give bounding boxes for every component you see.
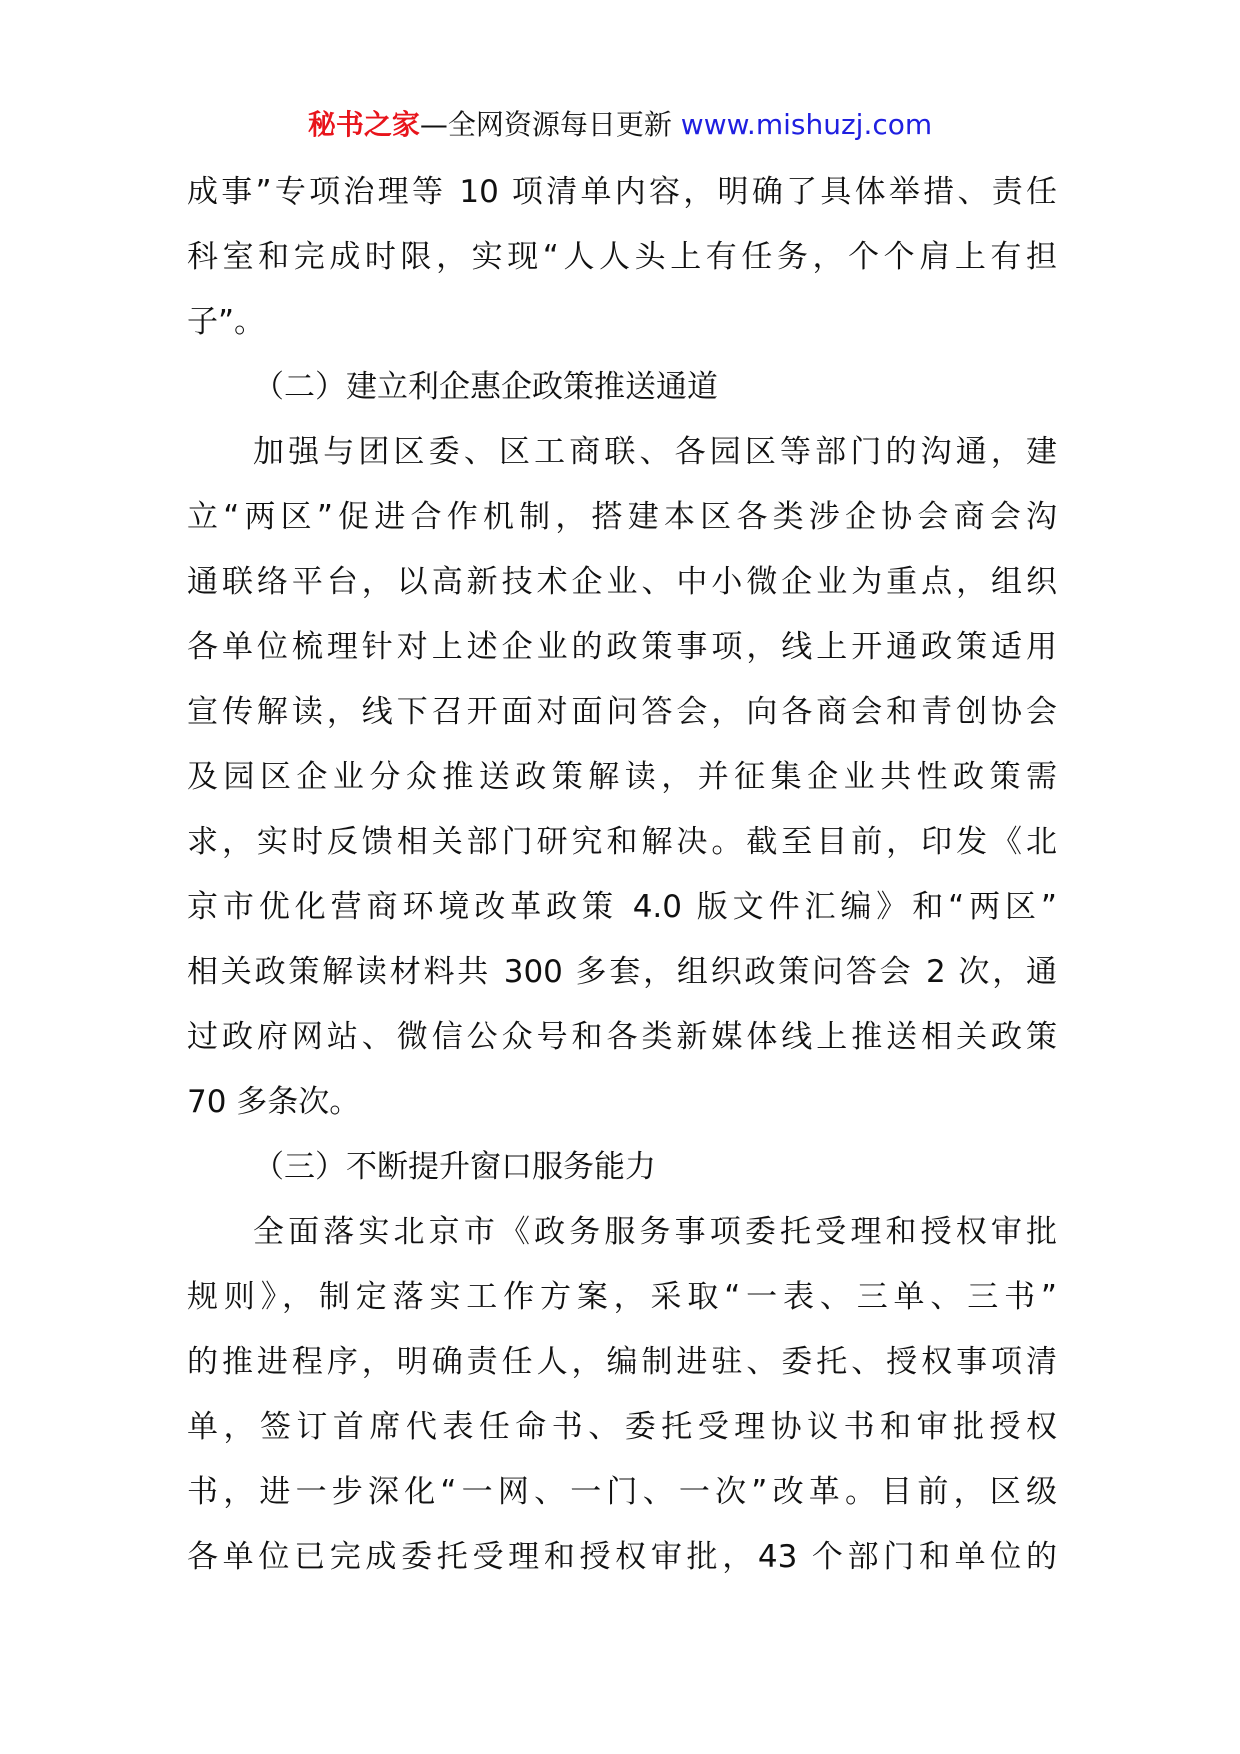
- text-line: 及园区企业分众推送政策解读，并征集企业共性政策需: [187, 759, 1057, 795]
- text-line: 单，签订首席代表任命书、委托受理协议书和审批授权: [187, 1409, 1057, 1445]
- section-heading: （三）不断提升窗口服务能力: [253, 1149, 656, 1185]
- watermark-header: [0, 103, 1240, 147]
- text-line: 立“两区”促进合作机制，搭建本区各类涉企协会商会沟: [187, 499, 1057, 535]
- text-line: 书，进一步深化“一网、一门、一次”改革。目前，区级: [187, 1474, 1057, 1510]
- text-line: 各单位已完成委托受理和授权审批，43 个部门和单位的: [187, 1539, 1057, 1575]
- text-line: 全面落实北京市《政务服务事项委托受理和授权审批: [253, 1214, 1057, 1250]
- text-line: 的推进程序，明确责任人，编制进驻、委托、授权事项清: [187, 1344, 1057, 1380]
- text-line: 规则》，制定落实工作方案，采取“一表、三单、三书”: [187, 1279, 1057, 1315]
- text-line: 加强与团区委、区工商联、各园区等部门的沟通，建: [253, 434, 1057, 470]
- text-line: 科室和完成时限，实现“人人头上有任务，个个肩上有担: [187, 239, 1057, 275]
- brand-url[interactable]: www.mishuzj.com: [680, 108, 933, 141]
- text-line: 70 多条次。: [187, 1084, 361, 1120]
- text-line: 宣传解读，线下召开面对面问答会，向各商会和青创协会: [187, 694, 1057, 730]
- document-body: [187, 160, 1057, 1590]
- text-line: 各单位梳理针对上述企业的政策事项，线上开通政策适用: [187, 629, 1057, 665]
- brand-tagline: —全网资源每日更新: [419, 108, 672, 141]
- section-heading: （二）建立利企惠企政策推送通道: [253, 369, 718, 405]
- text-line: 过政府网站、微信公众号和各类新媒体线上推送相关政策: [187, 1019, 1057, 1055]
- brand-name: 秘书之家: [307, 108, 420, 141]
- text-line: 相关政策解读材料共 300 多套，组织政策问答会 2 次，通: [187, 954, 1057, 990]
- text-line: 通联络平台，以高新技术企业、中小微企业为重点，组织: [187, 564, 1057, 600]
- text-line: 成事”专项治理等 10 项清单内容，明确了具体举措、责任: [187, 174, 1057, 210]
- text-line: 子”。: [187, 304, 266, 340]
- text-line: 求，实时反馈相关部门研究和解决。截至目前，印发《北: [187, 824, 1057, 860]
- text-line: 京市优化营商环境改革政策 4.0 版文件汇编》和“两区”: [187, 889, 1057, 925]
